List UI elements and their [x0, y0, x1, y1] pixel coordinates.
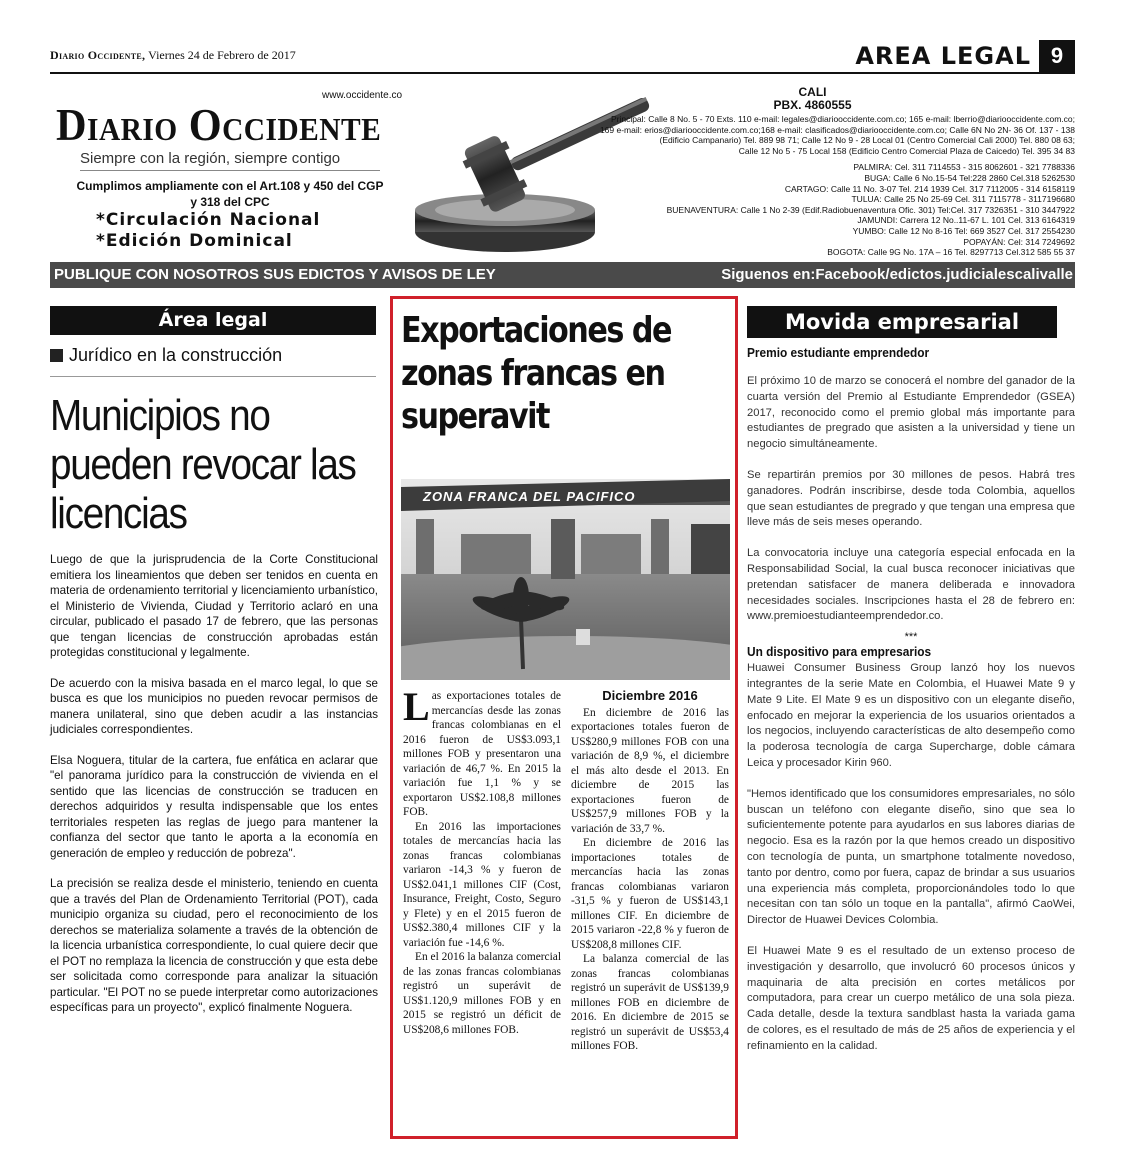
section-title: AREA LEGAL: [855, 42, 1031, 70]
circulation-line: *Circulación Nacional: [96, 210, 321, 230]
article-column-2: [571, 689, 729, 1054]
news-item-title: Premio estudiante emprendedor: [747, 346, 930, 360]
news-paragraph: El Huawei Mate 9 es el resultado de un extenso proceso de investigación y desarrollo, que involucró 60 procesos únicos y maquinaria de alta precisión en cortes metálicos por computadora, para crear un cuerpo metálico de una sola pieza. Cada detalle, desde la textura sandblast hasta la variada gama de colores, es el resultado de más de 25 años de experiencia y el refinamiento en la calidad.: [747, 944, 1075, 1052]
contact-info: [550, 86, 1075, 258]
news-item-body: [747, 661, 1075, 1054]
left-column: [50, 306, 378, 1031]
article-paragraph: [403, 684, 561, 820]
contact-line: (Edificio Campanario) Tel. 889 98 71; Calle 12 No 9 - 28 Local 01 (Centro Comercial Cali 2000) Tel. 880 08 63;: [659, 135, 1075, 146]
page-number: 9: [1039, 40, 1075, 72]
news-paragraph: La convocatoria incluye una categoría especial enfocada en la Responsabilidad Social, la cual busca reconocer iniciativas que pretendan satisfacer de manera deliberada e innovadora necesidades sociales. Inscripciones hasta el 28 de febrero en: www.premioestudianteemprendedor.co.: [747, 547, 1075, 623]
branch-line: BOGOTA: Calle 9G No. 17A – 16 Tel. 8297713 Cel.312 585 55 37: [827, 247, 1075, 258]
divider: [80, 170, 380, 171]
featured-headline: Exportaciones de zonas francas en superavit: [401, 310, 671, 437]
article-headline: Municipios no pueden revocar las licencias: [50, 391, 356, 538]
circulation-note: [96, 210, 320, 252]
right-column: [747, 306, 1075, 1069]
branch-line: JAMUNDI: Carrera 12 No..11-67 L. 101 Cel. 313 6164319: [857, 215, 1075, 226]
article-paragraph: Elsa Noguera, titular de la cartera, fue enfática en aclarar que "el panorama jurídico para la construcción de vivienda en el sentido que las licencias de construcción se traducen en derechos adquiridos y resulta indispensable que los entes territoriales respeten las reglas de juego para mantener la confianza del sector que tanto le aporta a la economía en generación de empleo y reducción de pobreza".: [50, 753, 378, 860]
masthead-url[interactable]: www.occidente.co: [322, 90, 403, 101]
branch-line: PALMIRA: Cel. 311 7114553 - 315 8062601 - 321 7788336: [853, 162, 1075, 173]
separator-stars: ***: [904, 631, 918, 644]
column-subhead: Diciembre 2016: [602, 688, 698, 703]
news-paragraph: "Hemos identificado que los consumidores empresariales, no sólo buscan un teléfono con elegante diseño, sino que sea lo suficientemente potente para ayudarlos en sus labores diarias de negocio. Esa es la razón por la que hemos creado un dispositivo con tecnología de punta, un smartphone totalmente novedoso, tanto por dentro, como por fuera, capaz de brindar a sus usuarios una experiencia más completa, proporcionándoles todo lo que necesitan con tan sólo un toque en la pantalla", afirmó CaoWei, Director de Huawei Devices Colombia.: [747, 787, 1075, 927]
article-paragraph: En diciembre de 2016 las exportaciones totales fueron de US$280,9 millones FOB con una variación de 8,9 %, el diciembre el más alto desde el 2013. En diciembre de 2015 las exportaciones fueron de US$257,9 millones FOB y la variación de 33,7 %.: [571, 706, 729, 835]
paper-name: Diario Occidente,: [50, 48, 146, 62]
news-item-body: [747, 374, 1075, 625]
issue-date: Viernes 24 de Febrero de 2017: [148, 48, 296, 62]
featured-article-box: [390, 296, 738, 1139]
section-header-movida-empresarial: Movida empresarial: [747, 306, 1057, 338]
masthead-slogan: Siempre con la región, siempre contigo: [80, 150, 341, 167]
contact-line: Principal: Calle 8 No. 5 - 70 Exts. 110 e-mail: legales@diariooccidente.com.co; 165 e-mail: lberrio@diariooccidente.com.co;: [610, 114, 1075, 124]
news-paragraph: Se repartirán premios por 30 millones de pesos. Habrá tres ganadores. Podrán inscribirse, desde toda Colombia, aquellos que sean estudiantes de pregrado y que tengan una empresa que lleve más de seis meses operando.: [747, 468, 1075, 529]
article-paragraph: En el 2016 la balanza comercial de las zonas francas colombianas registró un superávit de US$1.120,9 millones FOB y en 2015 se registró un déficit de US$208,6 millones FOB.: [403, 951, 561, 1036]
section-header-area-legal: Área legal: [50, 306, 376, 335]
article-kicker: [50, 345, 378, 366]
branch-line: TULUA: Calle 25 No 25-69 Cel. 311 7115778 - 3117196680: [851, 194, 1075, 205]
article-paragraph: En diciembre de 2016 las importaciones totales de mercancías hacia las zonas francas colombianas variaron -31,5 % y fueron de US$143,1 millones CIF. En diciembre de 2015 variaron -22,8 % y fueron de US$208,8 millones CIF.: [571, 837, 729, 951]
free-zone-photo: [401, 479, 730, 680]
news-item-title: Un dispositivo para empresarios: [747, 645, 932, 660]
article-column-1: [403, 684, 561, 1037]
page-header: [50, 44, 1075, 74]
article-body: [50, 552, 378, 1016]
article-paragraph: La precisión se realiza desde el ministerio, teniendo en cuenta que a través del Plan de Ordenamiento Territorial (POT), cada municipio organiza su ciudad, pero el reconocimiento de los derechos se materializa solamente a través de la obtención de la licencia urbanística correspondiente, lo cual quiere decir que el POT no remplaza la licencia de construcción y que esta debe ser solicitada como corresponde para analizar la situación particular. "El POT no se puede interpretar como autorizaciones específicas para un proyecto", explicó finalmente Noguera.: [50, 877, 378, 1014]
publish-banner: [50, 262, 1075, 288]
branch-line: YUMBO: Calle 12 No 8-16 Tel: 669 3527 Cel. 317 2554230: [852, 225, 1075, 236]
branch-line: CARTAGO: Calle 11 No. 3-07 Tel. 214 1939 Cel. 317 7112005 - 314 6158119: [784, 183, 1075, 194]
branch-line: BUGA: Calle 6 No.15-54 Tel:228 2860 Cel.318 5262530: [864, 172, 1075, 183]
contact-city: CALI: [798, 85, 827, 99]
photo-sign-text: ZONA FRANCA DEL PACIFICO: [423, 489, 636, 504]
branch-line: POPAYÁN: Cel: 314 7249692: [963, 236, 1075, 247]
branch-line: BUENAVENTURA: Calle 1 No 2-39 (Edif.Radiobuenaventura Ofic. 301) Tel:Cel. 317 7326351 - 310 3447922: [666, 204, 1075, 215]
edition-line: *Edición Dominical: [96, 231, 293, 251]
contact-line: Calle 12 No 5 - 75 Local 158 (Edificio Centro Comercial Plaza de Caicedo) Tel. 395 34 83: [738, 145, 1075, 156]
article-paragraph: De acuerdo con la misiva basada en el marco legal, lo que se busca es que los municipios no pueden revocar permisos de manera unilateral, sino que deben acudir a las instancias judiciales correspondientes.: [50, 676, 378, 736]
legal-compliance-note: [60, 178, 400, 210]
divider: [50, 376, 376, 377]
article-paragraph: Luego de que la jurisprudencia de la Corte Constitucional emitiera los lineamientos que deben ser tenidos en cuenta en materia de ordenamiento territorial y licenciamiento urbanístico, el Ministerio de Vivienda, Ciudad y Territorio aclaró en una circular, publicado el pasado 17 de febrero, que las personas que tengan licencias de construcción aprobadas están protegidas constitucional y legalmente.: [50, 553, 378, 659]
kicker-text: Jurídico en la construcción: [69, 345, 283, 365]
article-paragraph: En 2016 las importaciones totales de mercancías hacia las zonas francas colombianas variaron -14,3 % y fueron de US$2.041,1 millones CIF (Cost, Insurance, Freight, Costo, Seguro y Flete) y en el 2015 fueron de US$2.380,4 millones CIF y la variación fue -14,6 %.: [403, 820, 561, 949]
compliance-line: Cumplimos ampliamente con el Art.108 y 450 del CGP: [76, 179, 384, 193]
newspaper-logo: Diario Occidente: [56, 99, 382, 150]
square-bullet-icon: [50, 349, 63, 362]
contact-pbx: PBX. 4860555: [773, 98, 852, 112]
paragraph-text: as exportaciones totales de mercancías desde las zonas francas colombianas en el 2016 fueron de US$3.093,1 millones FOB y presentaron una variación de 46,7 %. En 2015 la variación fue 1,1 % y se exportaron US$2.108,8 millones FOB.: [403, 690, 561, 818]
compliance-line: y 318 del CPC: [190, 195, 270, 209]
banner-social-link[interactable]: Siguenos en:Facebook/edictos.judicialescalivalle: [721, 266, 1073, 283]
contact-line: 169 e-mail: erios@diariooccidente.com.co;168 e-mail: clasificados@diariooccidente.com.co; Calle 6N No 2N- 36 Of. 137 - 138: [599, 124, 1075, 135]
dateline: [50, 48, 296, 63]
article-paragraph: La balanza comercial de las zonas francas colombianas registró un superávit de US$139,9 millones FOB en diciembre de 2016. En diciembre de 2015 se registró un superávit de US$53,4 millones FOB.: [571, 953, 729, 1052]
news-paragraph: Huawei Consumer Business Group lanzó hoy los nuevos integrantes de la serie Mate en Colombia, el Huawei Mate 9 y Mate 9 Lite. El Mate 9 es un dispositivo con un elegante diseño, enfocado en mejorar la experiencia de los usuarios orientados a los negocios, incluyendo características de alto desempeño como la poderosa tecnología de carga Supercharge, doble cámara Leica y procesador Kirin 960.: [747, 662, 1075, 769]
banner-publish-text: PUBLIQUE CON NOSOTROS SUS EDICTOS Y AVISOS DE LEY: [54, 266, 496, 283]
news-paragraph: El próximo 10 de marzo se conocerá el nombre del ganador de la cuarta versión del Premio al Estudiante Emprendedor (GSEA) 2017, reconocido como el premio global más importante para estudiantes de pregrado que asisten a la universidad y tiene un negocio simultáneamente.: [747, 375, 1075, 451]
masthead: [50, 82, 1075, 260]
drop-cap: L: [403, 684, 430, 729]
